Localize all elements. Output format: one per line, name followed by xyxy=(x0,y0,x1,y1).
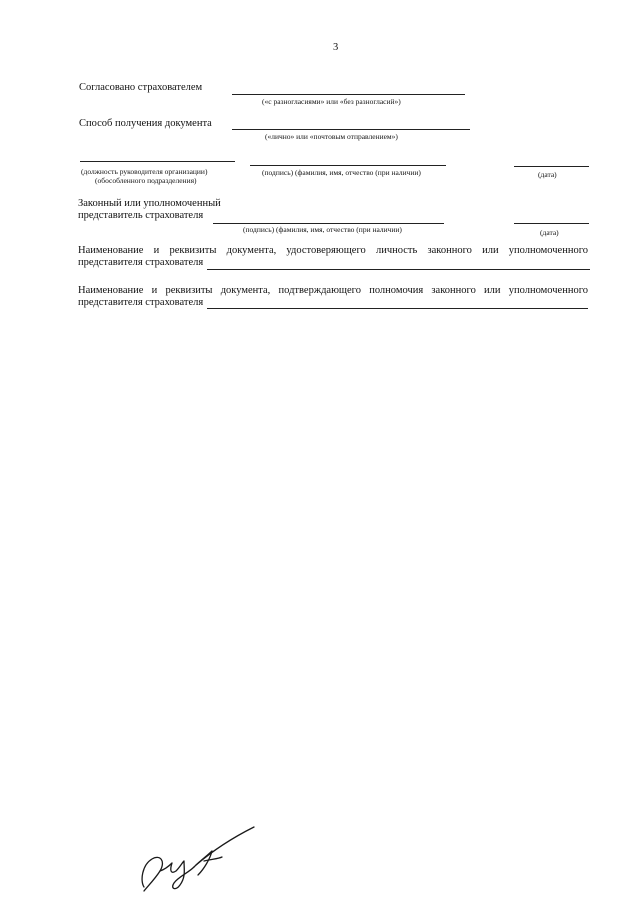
head-position-caption-2: (обособленного подразделения) xyxy=(95,176,197,185)
delivery-underline xyxy=(232,129,470,130)
agreed-underline xyxy=(232,94,465,95)
authority-doc-line-2: представителя страхователя xyxy=(78,297,204,308)
agreed-caption: («с разногласиями» или «без разногласий») xyxy=(262,97,401,106)
head-signature-caption: (подпись) (фамилия, имя, отчество (при наличии) xyxy=(262,168,421,177)
representative-label-1: Законный или уполномоченный xyxy=(78,198,221,209)
authority-doc-underline xyxy=(207,308,588,309)
page-number: 3 xyxy=(333,42,339,53)
agreed-label: Согласовано страхователем xyxy=(79,82,203,93)
representative-date-underline xyxy=(514,223,589,224)
head-date-underline xyxy=(514,166,589,167)
identity-doc-line-1: Наименование и реквизиты документа, удостоверяющего личность законного или уполномоченного xyxy=(78,245,588,256)
delivery-caption: («лично» или «почтовым отправлением») xyxy=(265,132,398,141)
identity-doc-line-2: представителя страхователя xyxy=(78,257,204,268)
representative-signature-underline xyxy=(213,223,444,224)
head-signature-underline xyxy=(250,165,446,166)
representative-label-2: представитель страхователя xyxy=(78,210,204,221)
authority-doc-line-1: Наименование и реквизиты документа, подтверждающего полномочия законного или уполномоченного xyxy=(78,285,588,296)
representative-date-caption: (дата) xyxy=(540,228,559,237)
representative-signature-caption: (подпись) (фамилия, имя, отчество (при наличии) xyxy=(243,225,402,234)
head-date-caption: (дата) xyxy=(538,170,557,179)
identity-doc-underline xyxy=(207,269,590,270)
handwritten-signature xyxy=(130,825,260,900)
delivery-label: Способ получения документа xyxy=(79,118,212,129)
head-position-underline xyxy=(80,161,235,162)
head-position-caption-1: (должность руководителя организации) xyxy=(81,167,208,176)
